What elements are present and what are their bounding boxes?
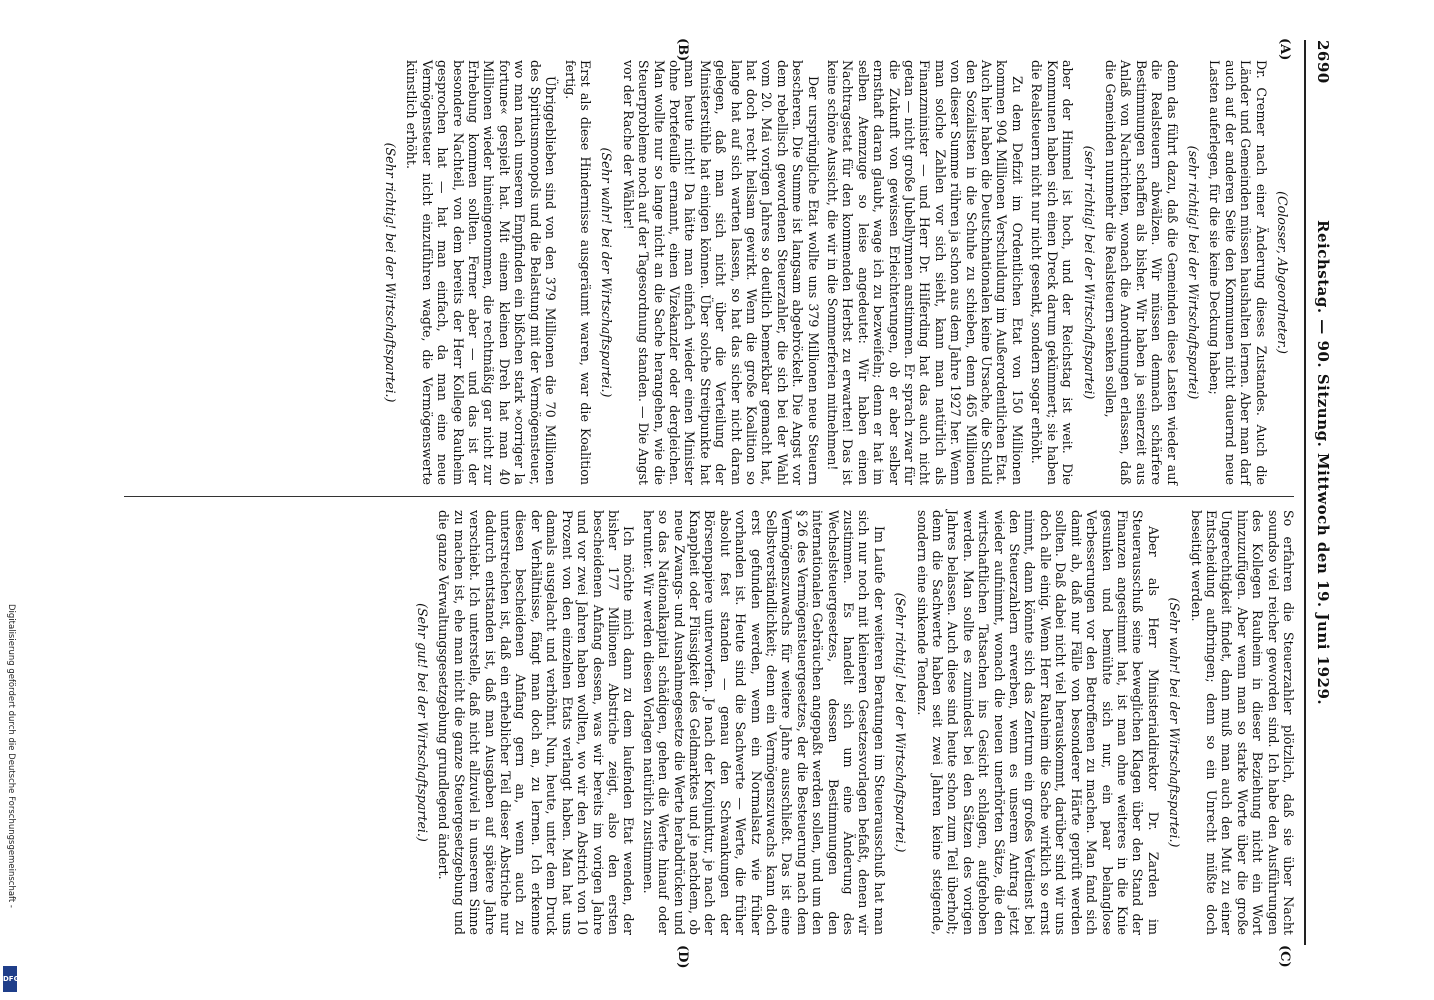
paragraph: Ich möchte mich dann zu dem laufenden Etat wenden, der bisher 177 Millionen Abstriche zeigt, also den ersten bescheidenen Anfang dessen, was wir bereits im vorigen Jahre und vor zwei Jahren haben wollten, wo wir den Abstrich von 10 Prozent von den einzelnen Etats verlangt haben. Man hat uns damals ausgelacht und verhöhnt. Nun, heute, unter dem Druck der Verhältnisse, fängt man doch an, zu lernen. Ich erkenne diesen bescheidenen Anfang gern an, wenn auch zu unterstreichen ist, daß ein erheblicher Teil dieser Abstriche nur dadurch entstanden ist, daß man Ausgaben auf spätere Jahre verschiebt. Ich unterstelle, daß nicht allzuviel in unserem Sinne zu machen ist, ehe man nicht die ganze Steuergesetzgebung und die ganze Verwaltungsgesetzgebung grundlegend ändert. [436,510,637,935]
interjection: (Sehr wahr! bei der Wirtschaftspartei.) [599,147,615,398]
interjection: (sehr richtig! bei der Wirtschaftspartei) [1185,145,1201,400]
paragraph: Erst als diese Hindernisse ausgeräumt waren, war die Koalition fertig. [562,60,593,485]
document-page [110,0,1340,1000]
paragraph: Der ursprüngliche Etat wollte uns 379 Millionen neue Steuern bescheren. Die Summe ist langsam abgebröckelt. Die Angst vor dem rebellisch gewordenen Steuerzahler, die sich bei der Wahl vom 20. Mai vorigen Jahres so deutlich bemerkbar gemacht hat, hat doch recht heilsam gewirkt. Wenn die große Koalition so lange hat auf sich warten lassen, so hat das sicher nicht daran gelegen, daß man sich nicht über die Verteilung der Ministerstühle hat einigen können. Über solche Streitpunkte hat man heute nicht! Da hätte man einfach wieder einen Minister ohne Portefeuille ernannt, einen Vizekanzler oder dergleichen. Man wollte nur so lange nicht an die Sache herangehen, wie die Steuerprobleme noch auf der Tagesordnung standen. — Die Angst vor der Rache der Wähler! [620,60,821,485]
dfg-logo-icon: DFG [3,966,17,992]
interjection: (Sehr gut! bei der Wirtschaftspartei.) [415,603,431,842]
paragraph: Aber als Herr Ministerialdirektor Dr. Zarden im Steuerausschuß seine beweglichen Klagen über den Stand der Finanzen angestimmt hat, ist man ohne weiteres in die Knie gesunken und bemühte sich nur, ein paar belanglose Verbesserungen vor den Betroffenen zu machen. Man fand sich damit ab, daß nur Fälle von besonderer Härte geprüft werden sollten. Daß dabei nicht viel herauskommt, darüber sind wir uns doch alle einig. Wenn Herr Rauheim die Sache wirklich so ernst nimmt, dann könnte sich das Zentrum ein großes Verdienst bei den Steuerzahlern erwerben, wenn es unserem Antrag jetzt wieder aufnimmt, wonach die neuen unerhörten Sätze, die den wirtschaftlichen Tatsachen ins Gesicht schlagen, aufgehoben werden. Man sollte es zumindest bei den Sätzen des vorigen Jahres belassen. Auch diese sind heute schon zum Teil überholt; denn die Sachwerte haben seit zwei Jahren keine steigende, sondern eine sinkende Tendenz. [914,510,1161,935]
interjection: (Sehr richtig! bei der Wirtschaftspartei.) [893,592,909,853]
page-header [1308,40,1332,940]
speaker-line: (Colosser, Abgeordneter.) [1275,191,1290,354]
paragraph: denn das führt dazu, daß die Gemeinden diese Lasten wieder auf die Realsteuern abwälzen. Wir müssen demnach schärfere Bestimmungen schaffen als bisher. Wir haben ja seinerzeit aus Anlaß von Nachrichten, wonach die Anordnungen erlassen, daß die Gemeinden nunmehr die Realsteuern senken sollen, [1102,60,1180,485]
digitization-footer [2,0,18,1000]
page-number: 2690 [1314,40,1332,84]
column-divider [124,496,1294,497]
left-column [126,60,1296,485]
paragraph: Im Laufe der weiteren Beratungen im Steuerausschuß hat man sich nur noch mit kleineren Gesetzesvorlagen befaßt, denen wir zustimmen. Es handelt sich um eine Änderung des Wechselsteuergesetzes, dessen Bestimmungen den internationalen Gebräuchen angepaßt werden sollen, und um den § 26 des Vermögensteuergesetzes, der die Besteuerung nach dem Vermögenszuwachs für weitere Jahre ausschließt. Das ist eine Selbstverständlichkeit; denn ein Vermögenszuwachs kann doch erst gefunden werden, wenn ein Normalsatz wie früher vorhanden ist. Heute sind die Sachwerte — Werte, die früher absolut fest standen — genau den Schwankungen der Börsenpapiere unterworfen. Je nach der Konjunktur, je nach der Knappheit oder Flüssigkeit des Geldmarktes und je nachdem, ob neue Zwangs- und Ausnahmegesetze die Werte herabdrücken und so das Nationalkapital schädigen, gehen die Werte hinauf oder herunter. Wir werden diesen Vorlagen natürlich zustimmen. [640,510,887,935]
funding-note: Digitalisierung gefördert durch die Deutsche Forschungsgemeinschaft - [6,604,16,908]
margin-marker-b: (B) [675,38,690,62]
header-rule [1304,40,1306,945]
margin-marker-a: (A) [1277,38,1292,61]
right-column [126,510,1296,935]
interjection: (sehr richtig! bei der Wirtschaftspartei) [1081,145,1097,400]
paragraph: Übriggeblieben sind von den 379 Millionen die 70 Millionen des Spiritusmonopols und die Belastung mit der Vermögensteuer, wo man nach unserem Empfinden ein bißchen stark »corriger la fortune« gespielt hat. Mit einem kleinen Dreh hat man 40 Millionen wieder hineingenommen, die rechtmäßig gar nicht zur Erhebung kommen sollten. Ferner aber — und das ist der besondere Nachteil, von dem bereits der Herr Kollege Rauheim gesprochen hat — hat man einfach, da man eine neue Vermögensteuer nicht einzuführen wagte, die Vermögenswerte künstlich erhöht. [404,60,559,485]
paragraph: aber der Himmel ist hoch, und der Reichstag ist weit. Die Kommunen haben sich einen Dreck darum gekümmert; sie haben die Realsteuern nicht nur nicht gesenkt, sondern sogar erhöht. [1029,60,1076,485]
running-title: Reichstag. — 90. Sitzung. Mittwoch den 19. Juni 1929. [1314,220,1332,706]
paragraph: Zu dem Defizit im Ordentlichen Etat von 150 Millionen kommen 904 Millionen Verschuldung im Außerordentlichen Etat. Auch hier haben die Deutschnationalen keine Ursache, die Schuld den Sozialisten in die Schuhe zu schieben, denn 465 Millionen von dieser Summe rühren ja schon aus dem Jahre 1927 her. Wenn man solche Zahlen vor sich sieht, kann man natürlich als Finanzminister — und Herr Dr. Hilferding hat das auch nicht getan — nicht große Jubelhymnen anstimmen. Er sprach zwar für die Zukunft von gewissen Erleichterungen, ob er aber selber ernsthaft daran glaubt, wage ich zu bezweifeln; denn er hat im selben Atemzuge so leise angedeutet: Wir haben einen Nachtragsetat für den kommenden Herbst zu erwarten! Das ist keine schöne Aussicht, die wir in die Sommerferien mitnehmen! [825,60,1025,485]
interjection: (Sehr wahr! bei der Wirtschaftspartei.) [1167,597,1183,848]
paragraph: Dr. Cremer nach einer Änderung dieses Zustandes. Auch die Länder und Gemeinden müssen haushalten lernen. Aber man darf auch auf der anderen Seite den Kommunen nicht dauernd neue Lasten auferlegen, für die sie keine Deckung haben; [1207,60,1269,485]
paragraph: So erfahren die Steuerzahler plötzlich, daß sie über Nacht soundso viel reicher geworden sind. Ich habe den Ausführungen des Kollegen Rauheim in dieser Beziehung nicht ein Wort hinzuzufügen. Aber wenn man so starke Worte über die große Ungerechtigkeit findet, dann muß man auch den Mut zu einer Entscheidung aufbringen; denn so ein Unrecht müßte doch beseitigt werden. [1188,510,1296,935]
margin-marker-c: (C) [1277,945,1292,968]
interjection: (Sehr richtig! bei der Wirtschaftspartei.) [383,142,399,403]
margin-marker-d: (D) [675,945,690,969]
